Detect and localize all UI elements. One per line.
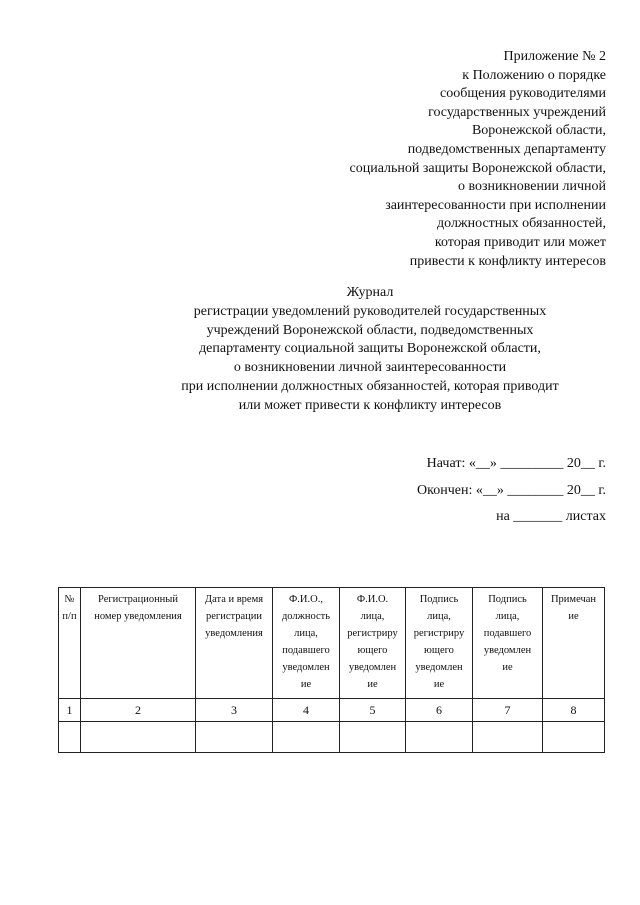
header-registrar-name: Ф.И.О. лица, регистриру ющего уведомлен ие [340,588,406,699]
table-cell [81,722,196,753]
journal-subtitle-line: при исполнении должностных обязанностей, которая приводит [181,378,559,394]
table-header-row [59,588,605,699]
table-column-numbers-row [59,699,605,722]
table-cell [406,722,473,753]
appendix-line: Приложение № 2 [503,49,606,64]
column-number-cell: 3 [196,699,273,722]
header-submitter-signature: Подпись лица, подавшего уведомлен ие [473,588,543,699]
header-registration-datetime: Дата и время регистрации уведомления [196,588,273,699]
column-number-cell: 4 [273,699,340,722]
header-number: № п/п [59,588,81,699]
table-cell [473,722,543,753]
appendix-line: должностных обязанностей, [437,216,606,232]
sheets-count: на _______ листах [496,509,606,524]
header-notes: Примечан ие [543,588,605,699]
header-registration-number: Регистрационный номер уведомления [81,588,196,699]
header-submitter-name: Ф.И.О., должность лица, подавшего уведомлен ие [273,588,340,699]
journal-title-block [0,284,640,416]
table-cell [59,722,81,753]
table-cell [340,722,406,753]
table-cell [543,722,605,753]
appendix-line: Воронежской области, [471,123,606,139]
column-number-cell: 6 [406,699,473,722]
appendix-line: заинтересованности при исполнении [385,197,606,213]
journal-dates [417,451,606,531]
finished-date: Окончен: «__» ________ 20__ г. [417,482,606,498]
appendix-header [276,48,606,271]
appendix-line: к Положению о порядке [462,67,606,83]
appendix-line: привести к конфликту интересов [409,253,606,269]
appendix-line: сообщения руководителями [440,86,606,102]
journal-title: Журнал [346,285,394,300]
appendix-line: государственных учреждений [428,104,606,120]
column-number-cell: 8 [543,699,605,722]
column-number-cell: 5 [340,699,406,722]
column-number-cell: 1 [59,699,81,722]
table-row [59,722,605,753]
journal-subtitle-line: о возникновении личной заинтересованности [233,360,507,376]
appendix-line: подведомственных департаменту [407,141,606,157]
journal-subtitle-line: регистрации уведомлений руководителей государственных [193,303,547,319]
column-number-cell: 2 [81,699,196,722]
journal-subtitle-line: департаменту социальной защиты Воронежской области, [199,341,541,357]
table-cell [196,722,273,753]
journal-subtitle-line: учреждений Воронежской области, подведомственных [206,322,534,338]
journal-subtitle-line: или может привести к конфликту интересов [238,397,502,413]
registration-table [58,587,605,753]
table-cell [273,722,340,753]
appendix-line: которая приводит или может [434,234,606,250]
appendix-line: социальной защиты Воронежской области, [349,160,606,176]
column-number-cell: 7 [473,699,543,722]
started-date: Начат: «__» _________ 20__ г. [426,456,606,471]
appendix-line: о возникновении личной [457,179,606,195]
header-registrar-signature: Подпись лица, регистриру ющего уведомлен ие [406,588,473,699]
